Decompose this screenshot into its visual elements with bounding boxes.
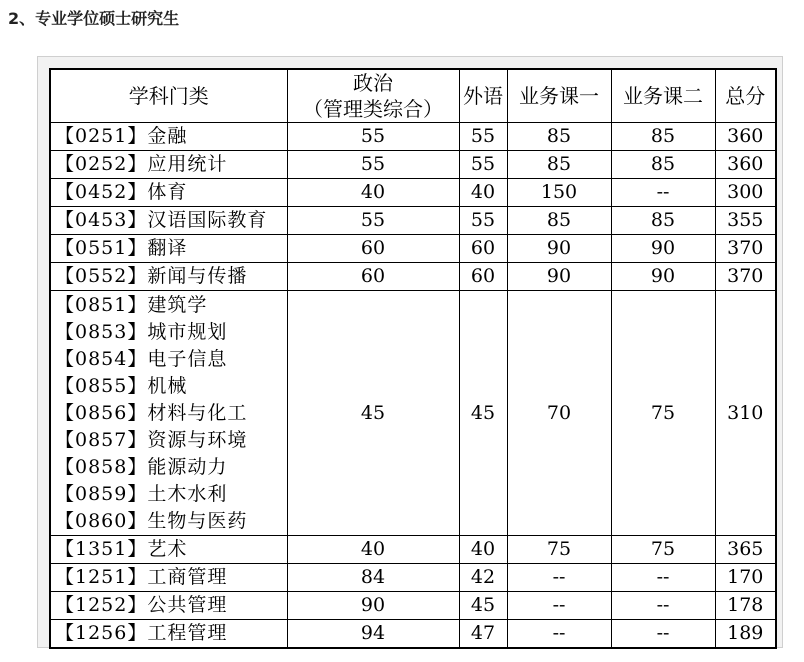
cell-course1: 85 <box>507 151 611 179</box>
cell-politics: 60 <box>287 235 459 263</box>
cell-subject: 【1252】公共管理 <box>50 592 287 620</box>
table-row-group <box>50 291 776 536</box>
cell-total: 170 <box>715 564 776 592</box>
table-row <box>50 151 776 179</box>
header-foreign: 外语 <box>459 69 507 123</box>
cell-total: 360 <box>715 123 776 151</box>
table-row <box>50 620 776 649</box>
cell-course2: 90 <box>611 263 715 291</box>
cell-politics: 55 <box>287 151 459 179</box>
cell-politics: 84 <box>287 564 459 592</box>
cell-politics: 40 <box>287 536 459 564</box>
group-subject-item: 【0853】城市规划 <box>55 321 228 343</box>
cell-course2: 85 <box>611 151 715 179</box>
cell-politics: 55 <box>287 123 459 151</box>
cell-course1: 70 <box>507 291 611 536</box>
cell-course2: 75 <box>611 291 715 536</box>
cell-total: 178 <box>715 592 776 620</box>
cell-total: 360 <box>715 151 776 179</box>
cell-foreign: 40 <box>459 179 507 207</box>
cell-foreign: 45 <box>459 592 507 620</box>
cell-total: 365 <box>715 536 776 564</box>
cell-politics: 94 <box>287 620 459 649</box>
group-subject-item: 【0854】电子信息 <box>55 348 228 370</box>
cell-course1: -- <box>507 620 611 649</box>
table-row <box>50 123 776 151</box>
cell-foreign: 55 <box>459 207 507 235</box>
cell-total: 300 <box>715 179 776 207</box>
cell-foreign: 45 <box>459 291 507 536</box>
cell-foreign: 47 <box>459 620 507 649</box>
cell-course1: 90 <box>507 263 611 291</box>
table-row <box>50 179 776 207</box>
group-subject-item: 【0858】能源动力 <box>55 456 228 478</box>
cell-course1: 85 <box>507 207 611 235</box>
table-row <box>50 207 776 235</box>
cell-subject: 【0453】汉语国际教育 <box>50 207 287 235</box>
cell-foreign: 42 <box>459 564 507 592</box>
table-row <box>50 592 776 620</box>
cell-course1: 85 <box>507 123 611 151</box>
cell-subject: 【1251】工商管理 <box>50 564 287 592</box>
cell-foreign: 40 <box>459 536 507 564</box>
header-course1: 业务课一 <box>507 69 611 123</box>
cell-course1: -- <box>507 592 611 620</box>
section-heading: 2、专业学位硕士研究生 <box>8 9 180 28</box>
cell-course2: 75 <box>611 536 715 564</box>
cell-politics: 55 <box>287 207 459 235</box>
group-subject-item: 【0860】生物与医药 <box>55 510 248 532</box>
cell-foreign: 60 <box>459 263 507 291</box>
header-row <box>50 69 776 123</box>
cell-politics: 60 <box>287 263 459 291</box>
cell-foreign: 60 <box>459 235 507 263</box>
header-total: 总分 <box>715 69 776 123</box>
cell-course1: -- <box>507 564 611 592</box>
cell-total: 310 <box>715 291 776 536</box>
header-politics <box>287 69 459 123</box>
cell-subject: 【0552】新闻与传播 <box>50 263 287 291</box>
cell-politics: 40 <box>287 179 459 207</box>
group-subject-item: 【0856】材料与化工 <box>55 402 248 424</box>
cell-subject-group <box>50 291 287 536</box>
cell-course2: 85 <box>611 123 715 151</box>
cell-politics: 90 <box>287 592 459 620</box>
cell-subject: 【0452】体育 <box>50 179 287 207</box>
table-row <box>50 564 776 592</box>
table-row <box>50 536 776 564</box>
group-subject-item: 【0855】机械 <box>55 375 188 397</box>
cell-foreign: 55 <box>459 151 507 179</box>
cell-subject: 【0551】翻译 <box>50 235 287 263</box>
group-subject-item: 【0859】土木水利 <box>55 483 228 505</box>
cell-subject: 【0251】金融 <box>50 123 287 151</box>
cell-subject: 【0252】应用统计 <box>50 151 287 179</box>
cell-course2: -- <box>611 564 715 592</box>
cell-course1: 150 <box>507 179 611 207</box>
header-course2: 业务课二 <box>611 69 715 123</box>
score-table <box>49 68 777 649</box>
cell-subject: 【1256】工程管理 <box>50 620 287 649</box>
header-politics-line1: 政治 <box>353 71 393 95</box>
header-politics-line2: （管理类综合） <box>303 97 443 121</box>
header-subject: 学科门类 <box>50 69 287 123</box>
cell-course2: 90 <box>611 235 715 263</box>
table-row <box>50 263 776 291</box>
cell-total: 370 <box>715 263 776 291</box>
group-subject-item: 【0857】资源与环境 <box>55 429 248 451</box>
cell-course2: 85 <box>611 207 715 235</box>
cell-politics: 45 <box>287 291 459 536</box>
cell-subject: 【1351】艺术 <box>50 536 287 564</box>
cell-course1: 75 <box>507 536 611 564</box>
cell-course2: -- <box>611 620 715 649</box>
group-subject-item: 【0851】建筑学 <box>55 294 208 316</box>
cell-course1: 90 <box>507 235 611 263</box>
cell-total: 355 <box>715 207 776 235</box>
cell-course2: -- <box>611 592 715 620</box>
cell-total: 370 <box>715 235 776 263</box>
cell-foreign: 55 <box>459 123 507 151</box>
cell-total: 189 <box>715 620 776 649</box>
table-row <box>50 235 776 263</box>
cell-course2: -- <box>611 179 715 207</box>
